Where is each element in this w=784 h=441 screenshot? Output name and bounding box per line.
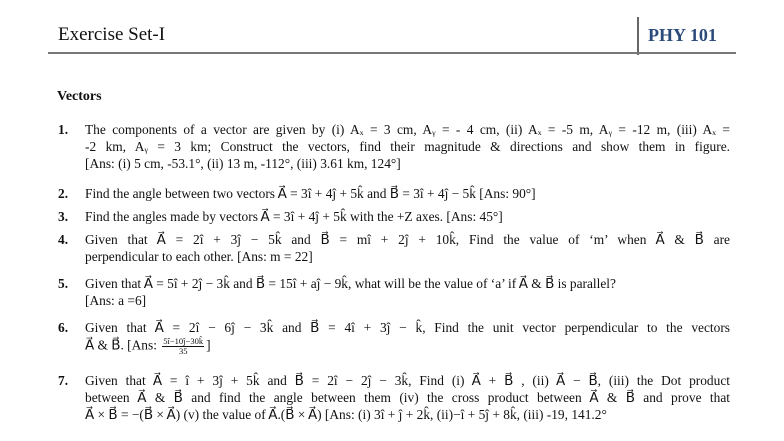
question-line: -2 km, Aᵧ = 3 km; Construct the vectors, find their magnitude & directions and show them in figure.: [85, 138, 730, 154]
question-line: Given that A⃗ = 5î + 2ĵ − 3k̂ and B⃗ = 15î + aĵ − 9k̂, what will be the value of ‘a’ if A⃗ & B⃗ is parallel?: [85, 276, 616, 291]
question-line: Find the angles made by vectors A⃗ = 3î + 4ĵ + 5k̂ with the +Z axes. [Ans: 45°]: [85, 209, 503, 224]
question-line: between A⃗ & B⃗ and find the angle between them (iv) the cross product between A⃗ & B⃗ and prove that: [85, 389, 730, 405]
question-line: [Ans: (i) 5 cm, -53.1°, (ii) 13 m, -112°, (iii) 3.61 km, 124°]: [85, 155, 401, 171]
fraction-numerator: 5î−10ĵ−30k̂: [163, 335, 204, 346]
question-line: Given that A⃗ = 2î + 3ĵ − 5k̂ and B⃗ = mî + 2ĵ + 10k̂, Find the value of ‘m’ when A⃗ & B⃗ are: [85, 232, 730, 247]
question-5: [58, 276, 730, 310]
question-number: 2.: [58, 186, 69, 201]
question-3: [58, 209, 730, 226]
question-line: Find the angle between two vectors A⃗ = 3î + 4ĵ + 5k̂ and B⃗ = 3î + 4ĵ − 5k̂ [Ans: 90°]: [85, 186, 536, 201]
answer-fraction: [162, 337, 204, 356]
document-title: Exercise Set-I: [58, 24, 166, 45]
question-number: 3.: [58, 209, 69, 224]
question-line: Given that A⃗ = î + 3ĵ + 5k̂ and B⃗ = 2î − 2ĵ − 3k̂, Find (i) A⃗ + B⃗ , (ii) A⃗ − B⃗, (iii) the Dot product: [85, 373, 730, 388]
question-number: 1.: [58, 122, 69, 137]
question-7: [58, 373, 730, 423]
question-number: 5.: [58, 276, 69, 291]
question-number: 7.: [58, 373, 69, 388]
question-line-text: A⃗ & B⃗. [Ans:: [85, 337, 157, 353]
header-divider: [637, 17, 639, 55]
answer-closing-bracket: ]: [206, 337, 211, 353]
question-line: Given that A⃗ = 2î − 6ĵ − 3k̂ and B⃗ = 4î + 3ĵ − k̂, Find the unit vector perpendicular to the vectors: [85, 320, 730, 335]
fraction-denominator: 35: [178, 345, 188, 356]
question-2: [58, 186, 730, 203]
question-line: perpendicular to each other. [Ans: m = 22]: [85, 248, 313, 264]
question-line: [Ans: a =6]: [85, 292, 147, 308]
question-6: [58, 320, 730, 356]
question-line: [85, 337, 730, 356]
question-number: 4.: [58, 232, 69, 247]
header-rule: [48, 52, 736, 54]
question-4: [58, 232, 730, 266]
question-line: The components of a vector are given by (i) Aₓ = 3 cm, Aᵧ = - 4 cm, (ii) Aₓ = -5 m, Aᵧ = -12 m, (iii) Aₓ =: [85, 122, 730, 137]
question-1: [58, 122, 730, 172]
course-code: PHY 101: [648, 25, 717, 45]
question-line: A⃗ × B⃗ = −(B⃗ × A⃗) (v) the value of A⃗.(B⃗ × A⃗) [Ans: (i) 3î + ĵ + 2k̂, (ii)−î + 5ĵ + 8k̂, (iii) -19, 141.2°: [85, 406, 607, 422]
question-number: 6.: [58, 320, 69, 335]
section-title: Vectors: [57, 89, 102, 104]
